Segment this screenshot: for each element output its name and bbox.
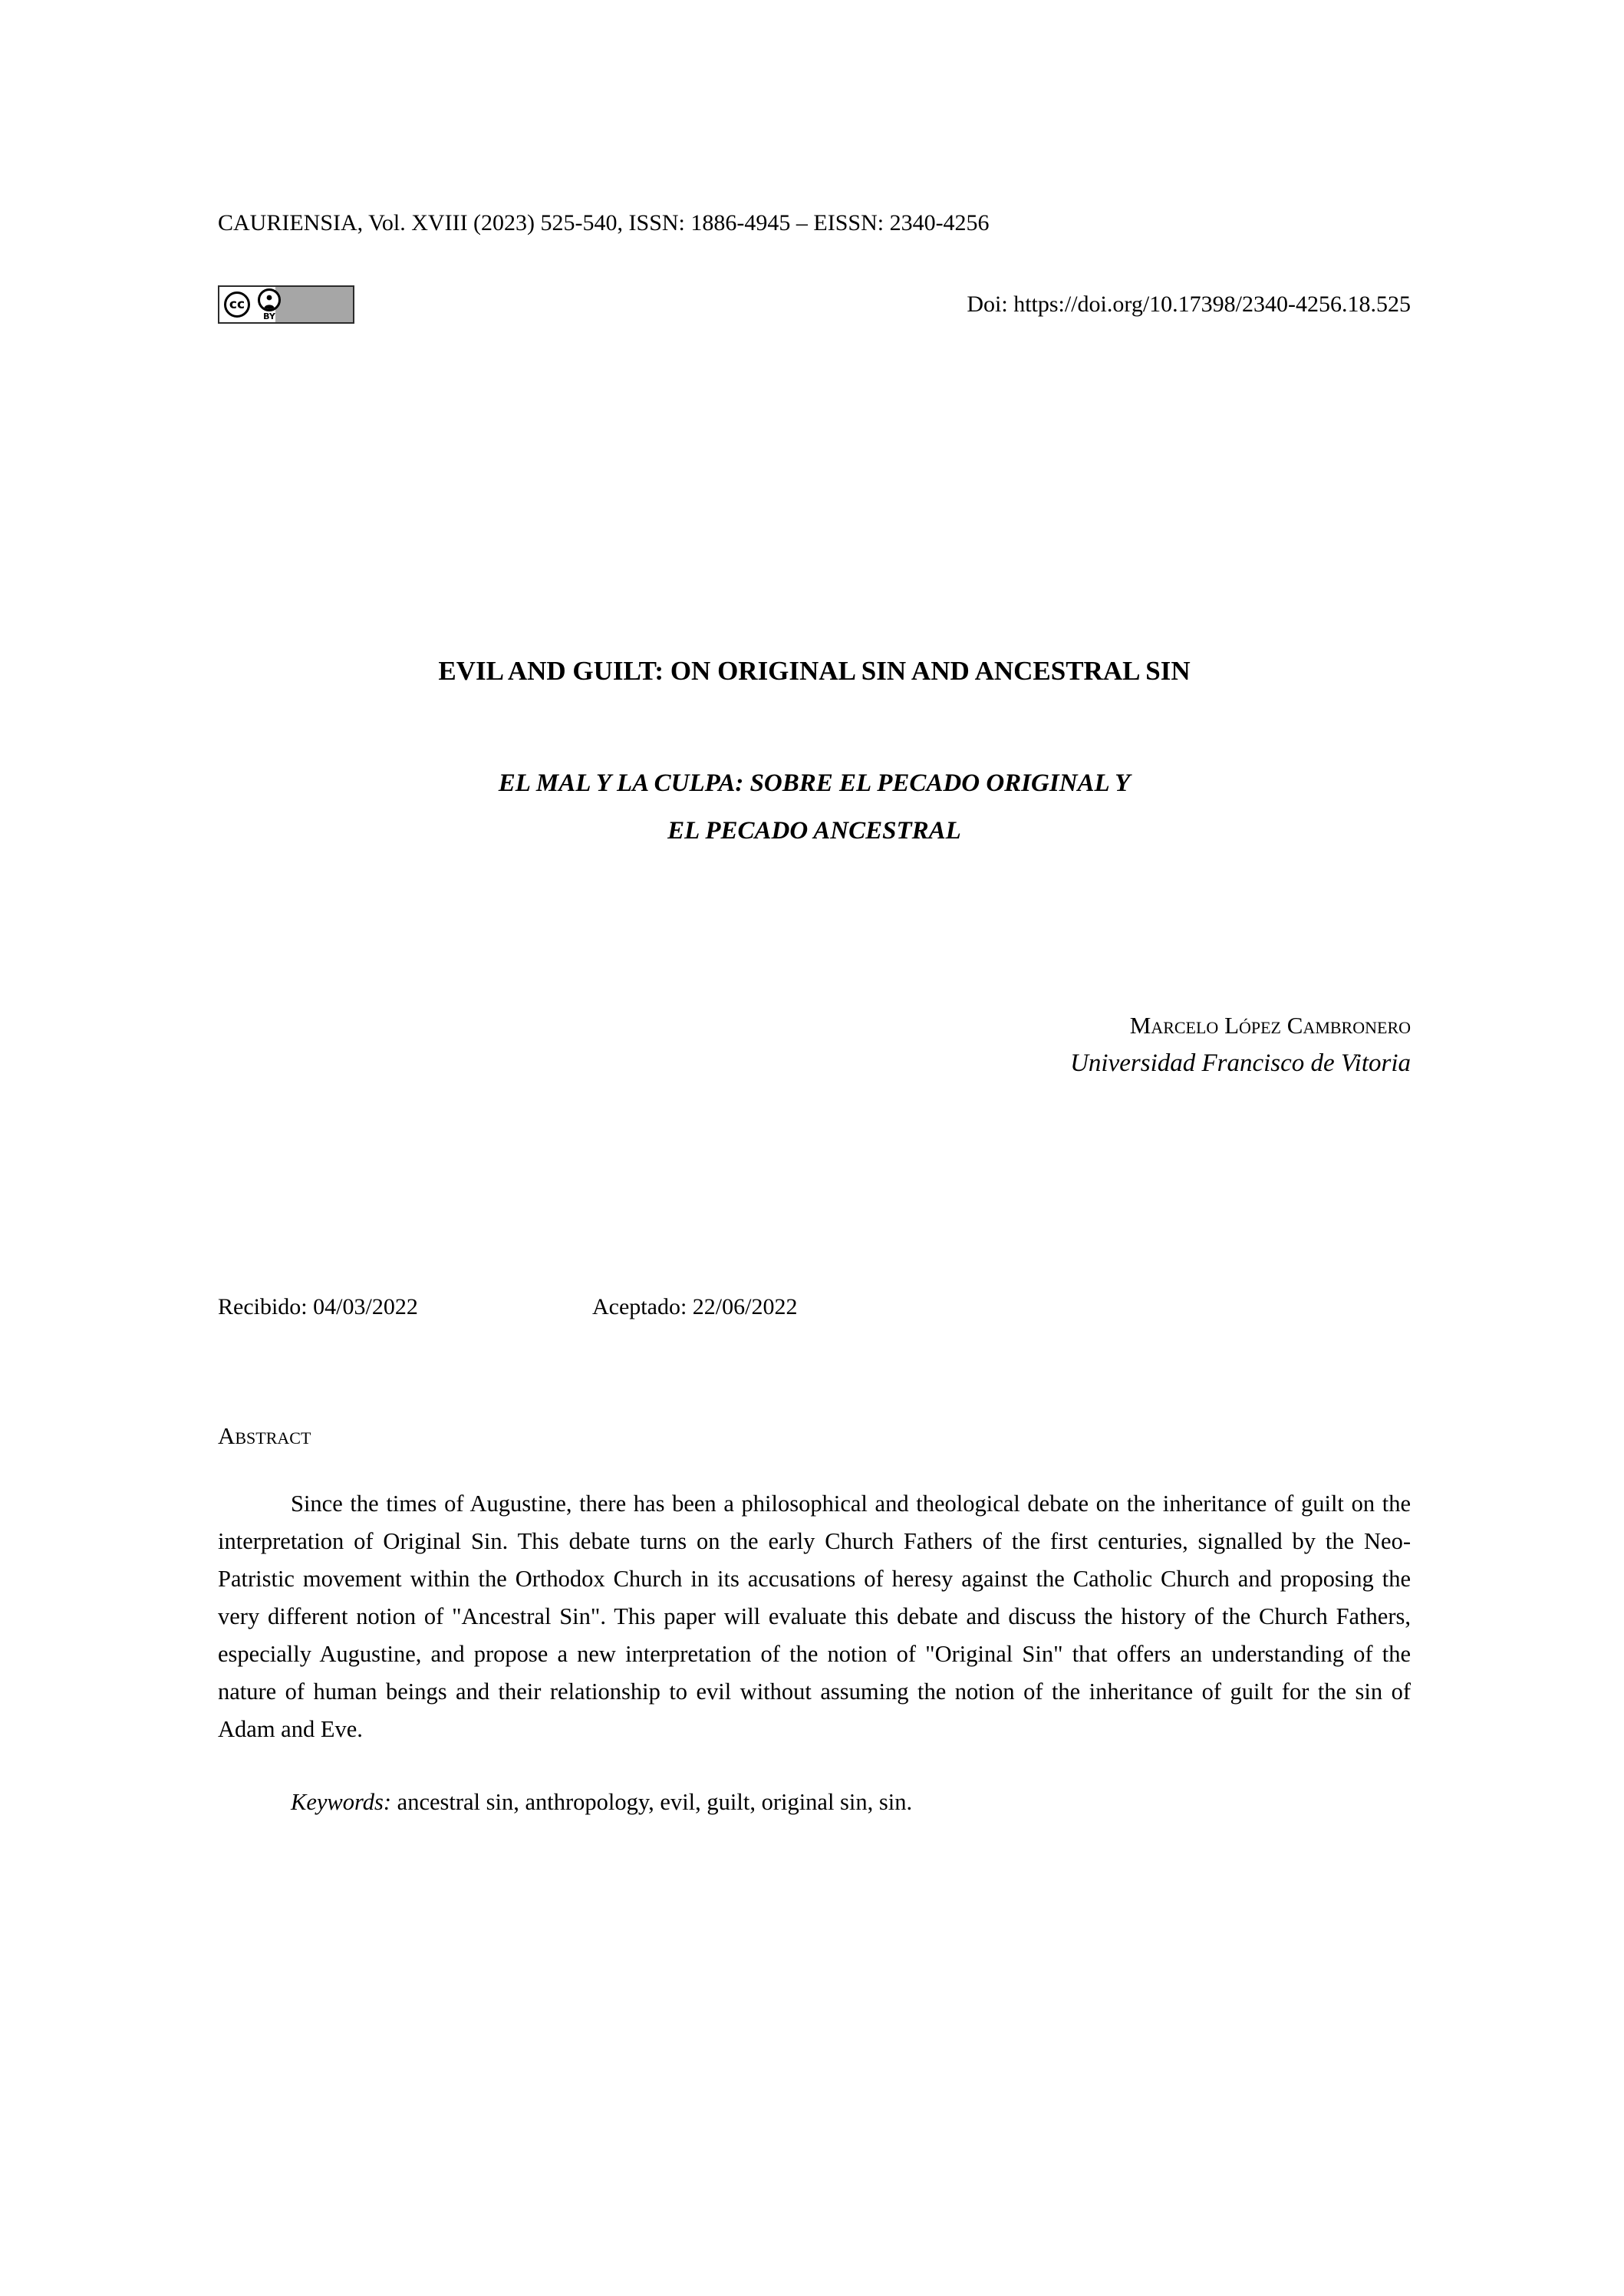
keywords-line [218, 1784, 1411, 1821]
license-doi-row [218, 285, 1411, 324]
dates-row [218, 1292, 1411, 1323]
accepted-date: Aceptado: 22/06/2022 [592, 1294, 798, 1319]
author-block [218, 1008, 1411, 1083]
cc-by-license-badge[interactable] [218, 285, 354, 324]
article-title-spanish [218, 759, 1411, 855]
by-label: BY [263, 311, 275, 321]
abstract-paragraph: Since the times of Augustine, there has been a philosophical and theological debate on the inheritance of guilt on the interpretation of Original Sin. This debate turns on the early Church Fathers of the first centuries, signalled by the Neo-Patristic movement within the Orthodox Church in its accusations of heresy against the Catholic Church and proposing the very different notion of "Ancestral Sin". This paper will evaluate this debate and discuss the history of the Church Fathers, especially Augustine, and propose a new interpretation of the notion of "Original Sin" that offers an understanding of the nature of human beings and their relationship to evil without assuming the notion of the inheritance of guilt for the sin of Adam and Eve. [218, 1491, 1411, 1742]
keywords-text: ancestral sin, anthropology, evil, guilt, original sin, sin. [391, 1789, 913, 1815]
creative-commons-icon: cc [224, 292, 250, 318]
cc-badge-grey-panel [275, 287, 353, 322]
author-name: Marcelo López Cambronero [1129, 1012, 1411, 1039]
article-title-spanish-line1: EL MAL Y LA CULPA: SOBRE EL PECADO ORIGINAL Y [498, 769, 1131, 797]
keywords-label: Keywords: [291, 1789, 392, 1815]
received-date: Recibido: 04/03/2022 [218, 1294, 418, 1319]
article-title-spanish-line2: EL PECADO ANCESTRAL [667, 817, 961, 845]
attribution-icon-wrap [258, 288, 281, 321]
journal-citation-line: CAURIENSIA, Vol. XVIII (2023) 525-540, ISSN: 1886-4945 – EISSN: 2340-4256 [218, 210, 990, 236]
doi-link[interactable]: Doi: https://doi.org/10.17398/2340-4256.18.525 [967, 292, 1411, 317]
person-icon [258, 288, 281, 311]
author-affiliation: Universidad Francisco de Vitoria [1070, 1049, 1411, 1077]
abstract-heading: Abstract [218, 1422, 311, 1449]
article-title-english: EVIL AND GUILT: ON ORIGINAL SIN AND ANCESTRAL SIN [438, 656, 1191, 686]
